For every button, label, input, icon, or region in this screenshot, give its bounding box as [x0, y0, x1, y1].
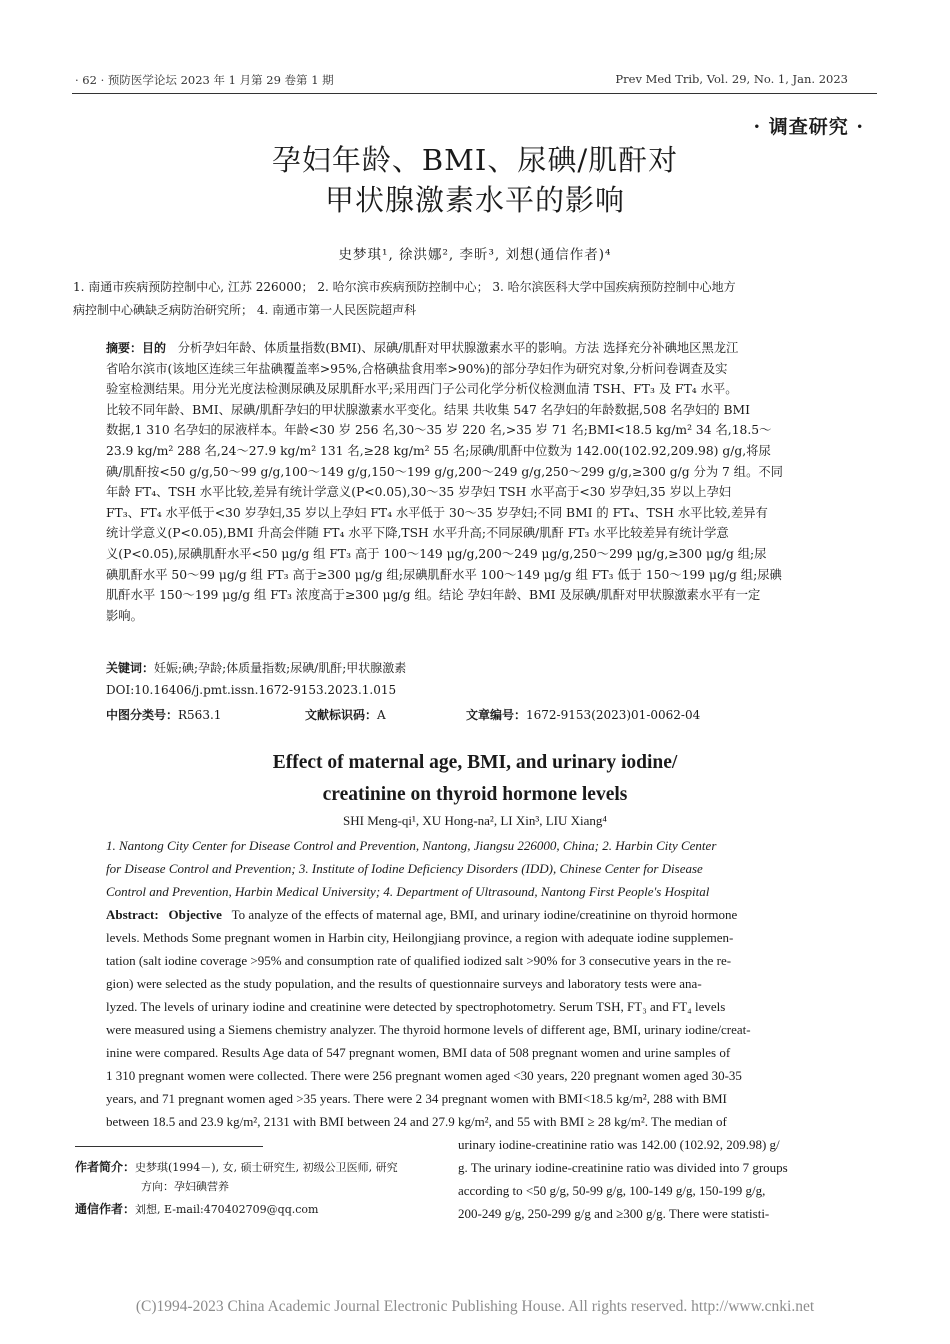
keywords-label: 关键词： — [106, 661, 155, 675]
en-affiliation-line: 1. Nantong City Center for Disease Control and Prevention, Nantong, Jiangsu 226000, China; 2. Harbin City Center — [106, 838, 717, 853]
affiliation-line: 病控制中心碘缺乏病防治研究所； 4. 南通市第一人民医院超声科 — [73, 303, 417, 317]
en-affiliation-line: Control and Prevention, Harbin Medical University; 4. Department of Ultrasound, Nantong First People's Hospital — [106, 884, 710, 899]
article-number: 文章编号：1672-9153(2023)01-0062-04 — [466, 708, 701, 722]
abstract-line: FT₃、FT₄ 水平低于<30 岁孕妇,35 岁以上孕妇 FT₄ 水平低于 30～35 岁孕妇;不同 BMI 的 FT₄、TSH 水平比较,差异有 — [106, 505, 768, 520]
abstract-cn — [106, 338, 844, 626]
en-abstract-label: Abstract: — [106, 907, 159, 922]
en-affiliation-line: for Disease Control and Prevention; 3. Institute of Iodine Deficiency Disorders (IDD), Chinese Center for Disease — [106, 861, 703, 876]
abstract-line: 肌酐水平 150～199 μg/g 组 FT₃ 浓度高于≥300 μg/g 组。结论 孕妇年龄、BMI 及尿碘/肌酐对甲状腺激素水平有一定 — [106, 588, 761, 603]
en-abstract-line: inine were compared. Results Age data of 547 pregnant women, BMI data of 508 pregnant women and urine samples of — [106, 1045, 731, 1060]
running-header-right: Prev Med Trib, Vol. 29, No. 1, Jan. 2023 — [615, 72, 848, 86]
footnote-rule — [75, 1146, 263, 1147]
en-abstract-line: g. The urinary iodine-creatinine ratio was divided into 7 groups — [458, 1160, 788, 1175]
abstract-label: 摘要：目的 — [106, 341, 167, 355]
abstract-line: 省哈尔滨市(该地区连续三年盐碘覆盖率>95%,合格碘盐食用率>90%)的部分孕妇作为研究对象,分析问卷调查及实 — [106, 361, 728, 376]
en-abstract-line: gion) were selected as the study population, and the results of questionnaire surveys and laboratory tests were ana- — [106, 976, 702, 991]
abstract-line: 23.9 kg/m² 288 名,24～27.9 kg/m² 131 名,≥28 kg/m² 55 名;尿碘/肌酐中位数为 142.00(102.92,209.98) g/g,将尿 — [106, 443, 771, 458]
en-abstract-line: according to <50 g/g, 50-99 g/g, 100-149 g/g, 150-199 g/g, — [458, 1183, 766, 1198]
running-header-left: · 62 · 预防医学论坛 2023 年 1 月第 29 卷第 1 期 — [75, 73, 334, 87]
keywords-value: 妊娠;碘;孕龄;体质量指数;尿碘/肌酐;甲状腺激素 — [154, 661, 407, 675]
abstract-line: 验室检测结果。用分光光度法检测尿碘及尿肌酐水平;采用西门子公司化学分析仪检测血清 TSH、FT₃ 及 FT₄ 水平。 — [106, 382, 738, 397]
en-abstract — [106, 903, 846, 1133]
en-abstract-line: 200-249 g/g, 250-299 g/g and ≥300 g/g. There were statisti- — [458, 1206, 770, 1221]
abstract-line: 年龄 FT₄、TSH 水平比较,差异有统计学意义(P<0.05),30～35 岁孕妇 TSH 水平高于<30 岁孕妇,35 岁以上孕妇 — [106, 485, 732, 500]
en-abstract-line: levels. Methods Some pregnant women in Harbin city, Heilongjiang province, a region with adequate iodine supplemen- — [106, 930, 734, 945]
en-abstract-line: Abstract: Objective To analyze of the effects of maternal age, BMI, and urinary iodine/creatinine on thyroid hormone — [106, 907, 738, 922]
abstract-line: 摘要：目的 分析孕妇年龄、体质量指数(BMI)、尿碘/肌酐对甲状腺激素水平的影响。方法 选择充分补碘地区黑龙江 — [106, 341, 739, 355]
en-abstract-line: tation (salt iodine coverage >95% and consumption rate of qualified iodized salt >90% for 3 consecutive years in the re- — [106, 953, 732, 968]
en-authors: SHI Meng-qi¹, XU Hong-na², LI Xin³, LIU Xiang⁴ — [343, 813, 607, 828]
clc-number: 中图分类号：R563.1 — [106, 708, 222, 722]
abstract-line: 碘/肌酐按<50 g/g,50～99 g/g,100～149 g/g,150～199 g/g,200～249 g/g,250～299 g/g,≥300 g/g 分为 7 组。不同 — [106, 464, 783, 479]
en-abstract-line: urinary iodine-creatinine ratio was 142.00 (102.92, 209.98) g/ — [458, 1137, 780, 1152]
abstract-line: 比较不同年龄、BMI、尿碘/肌酐孕妇的甲状腺激素水平变化。结果 共收集 547 名孕妇的年龄数据,508 名孕妇的 BMI — [106, 402, 750, 417]
authors: 史梦琪¹, 徐洪娜², 李昕³, 刘想(通信作者)⁴ — [338, 247, 612, 263]
abstract-line: 统计学意义(P<0.05),BMI 升高会伴随 FT₄ 水平下降,TSH 水平升高;不同尿碘/肌酐 FT₃ 水平比较差异有统计学意 — [106, 526, 729, 541]
author-bio: 作者简介：史梦琪(1994－), 女, 硕士研究生, 初级公卫医师, 研究 方向：孕妇碘营养 — [75, 1160, 398, 1193]
en-abstract-line: between 18.5 and 23.9 kg/m², 2131 with BMI between 24 and 27.9 kg/m², and 55 with BMI ≥ 28 kg/m². The median of — [106, 1114, 727, 1129]
doi[interactable]: DOI:10.16406/j.pmt.issn.1672-9153.2023.1.015 — [106, 683, 397, 697]
corresponding-email[interactable]: 刘想, E-mail:470402709@qq.com — [135, 1203, 319, 1216]
en-abstract-line: 1 310 pregnant women were collected. There were 256 pregnant women aged <30 years, 220 pregnant women aged 30-35 — [106, 1068, 742, 1083]
title-line-1: 孕妇年龄、BMI、尿碘/肌酐对 — [271, 143, 679, 177]
en-abstract-right-column — [458, 1133, 846, 1225]
copyright-watermark: (C)1994-2023 China Academic Journal Electronic Publishing House. All rights reserved. http://www.cnki.net — [135, 1298, 815, 1315]
en-affiliations — [106, 834, 846, 903]
affiliations — [73, 276, 881, 322]
document-code: 文献标识码：A — [305, 708, 386, 722]
section-tag: · 调查研究 · — [753, 116, 864, 138]
abstract-line: 义(P<0.05),尿碘肌酐水平<50 μg/g 组 FT₃ 高于 100～149 μg/g,200～249 μg/g,250～299 μg/g,≥300 μg/g 组;尿 — [106, 546, 767, 561]
en-title-line-2: creatinine on thyroid hormone levels — [322, 784, 628, 805]
affiliation-line: 1. 南通市疾病预防控制中心, 江苏 226000； 2. 哈尔滨市疾病预防控制中心； 3. 哈尔滨医科大学中国疾病预防控制中心地方 — [73, 280, 736, 294]
title-line-2: 甲状腺激素水平的影响 — [324, 183, 625, 217]
abstract-line: 数据,1 310 名孕妇的尿液样本。年龄<30 岁 256 名,30～35 岁 220 名,>35 岁 71 名;BMI<18.5 kg/m² 34 名,18.5～ — [106, 423, 772, 438]
en-abstract-line: years, and 71 pregnant women aged >35 years. There were 2 34 pregnant women with BMI<18.5 kg/m², 288 with BMI — [106, 1091, 727, 1106]
header-rule — [72, 93, 877, 94]
en-objective-label: Objective — [168, 907, 222, 922]
en-abstract-line: lyzed. The levels of urinary iodine and creatinine were detected by spectrophotometry. Serum TSH, FT₃ and FT₄ levels — [106, 999, 726, 1014]
en-title-line-1: Effect of maternal age, BMI, and urinary iodine/ — [272, 752, 678, 773]
keywords — [106, 659, 406, 676]
en-abstract-line: were measured using a Siemens chemistry analyzer. The thyroid hormone levels of different age, BMI, urinary iodine/creat- — [106, 1022, 751, 1037]
corresponding-author: 通信作者：刘想, E-mail:470402709@qq.com — [75, 1202, 319, 1216]
abstract-line: 影响。 — [106, 608, 143, 623]
abstract-line: 碘肌酐水平 50～99 μg/g 组 FT₃ 高于≥300 μg/g 组;尿碘肌酐水平 100～149 μg/g 组 FT₃ 低于 150～199 μg/g 组;尿碘 — [106, 567, 782, 582]
